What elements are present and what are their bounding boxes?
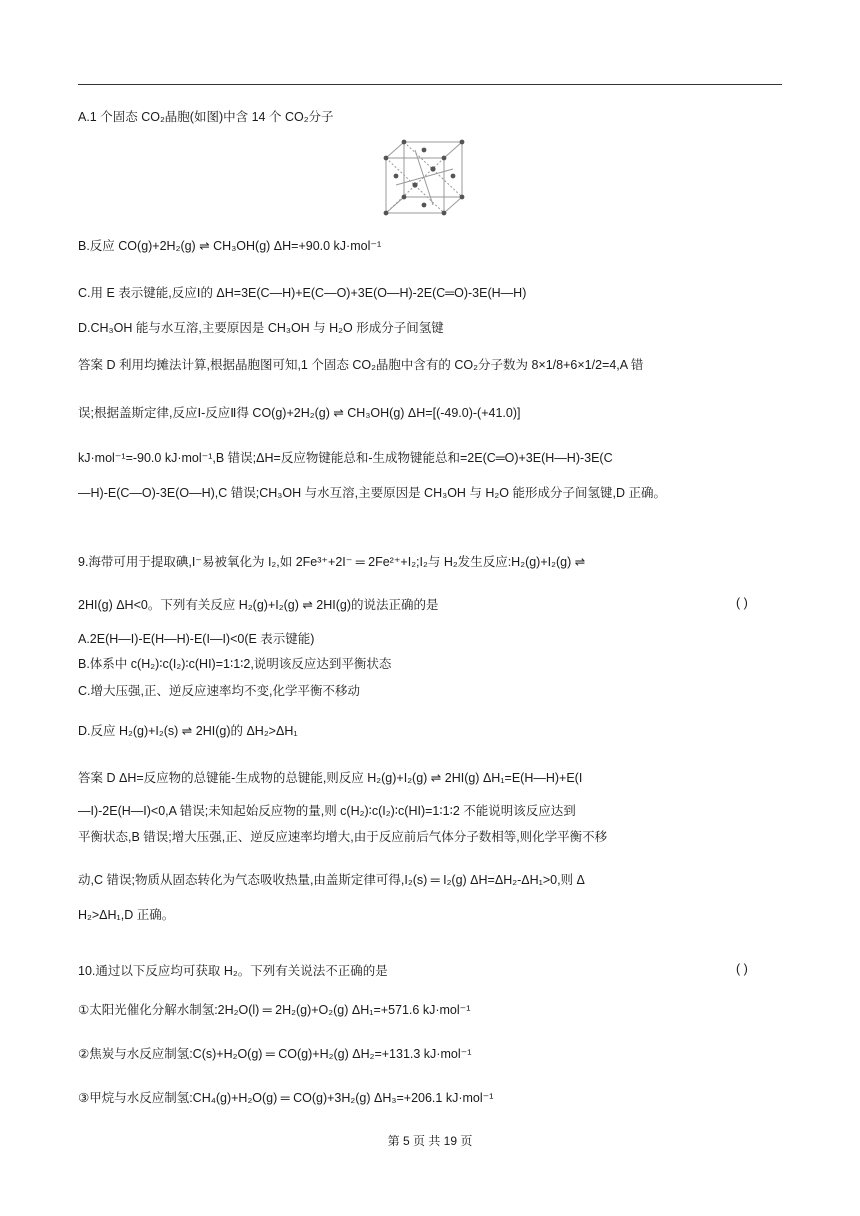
answer-9-line-2: —I)-2E(H—I)<0,A 错误;未知起始反应物的量,则 c(H₂)∶c(I₂)∶c(HI)=1∶1∶2 不能说明该反应达到 <box>78 804 576 818</box>
question-10: 10.通过以下反应均可获取 H₂。下列有关说法不正确的是 <box>78 964 388 978</box>
q9-option-b: B.体系中 c(H₂)∶c(I₂)∶c(HI)=1∶1∶2,说明该反应达到平衡状态 <box>78 657 392 671</box>
answer-8-line-1: 答案 D 利用均摊法计算,根据晶胞图可知,1 个固态 CO₂晶胞中含有的 CO₂分子数为 8×1/8+6×1/2=4,A 错 <box>78 358 644 372</box>
header-rule <box>78 84 782 85</box>
answer-paren-10: ( ) <box>736 962 748 976</box>
reaction-2: ②焦炭与水反应制氢:C(s)+H₂O(g) ═ CO(g)+H₂(g) ΔH₂=+131.3 kJ·mol⁻¹ <box>78 1047 472 1061</box>
answer-8-line-3: kJ·mol⁻¹=-90.0 kJ·mol⁻¹,B 错误;ΔH=反应物键能总和-生成物键能总和=2E(C═O)+3E(H—H)-3E(C <box>78 451 613 465</box>
option-b: B.反应 CO(g)+2H₂(g) ⇌ CH₃OH(g) ΔH=+90.0 kJ·mol⁻¹ <box>78 239 382 253</box>
answer-8-line-4: —H)-E(C—O)-3E(O—H),C 错误;CH₃OH 与水互溶,主要原因是 CH₃OH 与 H₂O 能形成分子间氢键,D 正确。 <box>78 486 666 500</box>
question-9-line-1: 9.海带可用于提取碘,I⁻易被氧化为 I₂,如 2Fe³⁺+2I⁻ ═ 2Fe²⁺+I₂;I₂与 H₂发生反应:H₂(g)+I₂(g) ⇌ <box>78 555 586 569</box>
answer-paren-9: ( ) <box>736 596 748 610</box>
answer-9-line-1: 答案 D ΔH=反应物的总键能-生成物的总键能,则反应 H₂(g)+I₂(g) ⇌ 2HI(g) ΔH₁=E(H—H)+E(I <box>78 771 583 785</box>
q9-option-a: A.2E(H—I)-E(H—H)-E(I—I)<0(E 表示键能) <box>78 632 315 646</box>
q9-option-c: C.增大压强,正、逆反应速率均不变,化学平衡不移动 <box>78 684 360 698</box>
option-d: D.CH₃OH 能与水互溶,主要原因是 CH₃OH 与 H₂O 形成分子间氢键 <box>78 321 444 335</box>
reaction-3: ③甲烷与水反应制氢:CH₄(g)+H₂O(g) ═ CO(g)+3H₂(g) ΔH₃=+206.1 kJ·mol⁻¹ <box>78 1091 494 1105</box>
option-a: A.1 个固态 CO₂晶胞(如图)中含 14 个 CO₂分子 <box>78 110 334 124</box>
page-footer: 第 5 页 共 19 页 <box>387 1134 473 1148</box>
answer-9-line-4: 动,C 错误;物质从固态转化为气态吸收热量,由盖斯定律可得,I₂(s) ═ I₂(g) ΔH=ΔH₂-ΔH₁>0,则 Δ <box>78 873 585 887</box>
q9-option-d: D.反应 H₂(g)+I₂(s) ⇌ 2HI(g)的 ΔH₂>ΔH₁ <box>78 724 298 738</box>
answer-9-line-3: 平衡状态,B 错误;增大压强,正、逆反应速率均增大,由于反应前后气体分子数相等,则化学平衡不移 <box>78 830 608 844</box>
answer-9-line-5: H₂>ΔH₁,D 正确。 <box>78 908 175 922</box>
co2-crystal-cell-image <box>376 136 468 218</box>
option-c: C.用 E 表示键能,反应Ⅰ的 ΔH=3E(C—H)+E(C—O)+3E(O—H)-2E(C═O)-3E(H—H) <box>78 286 527 300</box>
question-9-line-2: 2HI(g) ΔH<0。下列有关反应 H₂(g)+I₂(g) ⇌ 2HI(g)的说法正确的是 <box>78 598 439 612</box>
reaction-1: ①太阳光催化分解水制氢:2H₂O(l) ═ 2H₂(g)+O₂(g) ΔH₁=+571.6 kJ·mol⁻¹ <box>78 1003 471 1017</box>
answer-8-line-2: 误;根据盖斯定律,反应Ⅰ-反应Ⅱ得 CO(g)+2H₂(g) ⇌ CH₃OH(g) ΔH=[(-49.0)-(+41.0)] <box>78 406 521 420</box>
